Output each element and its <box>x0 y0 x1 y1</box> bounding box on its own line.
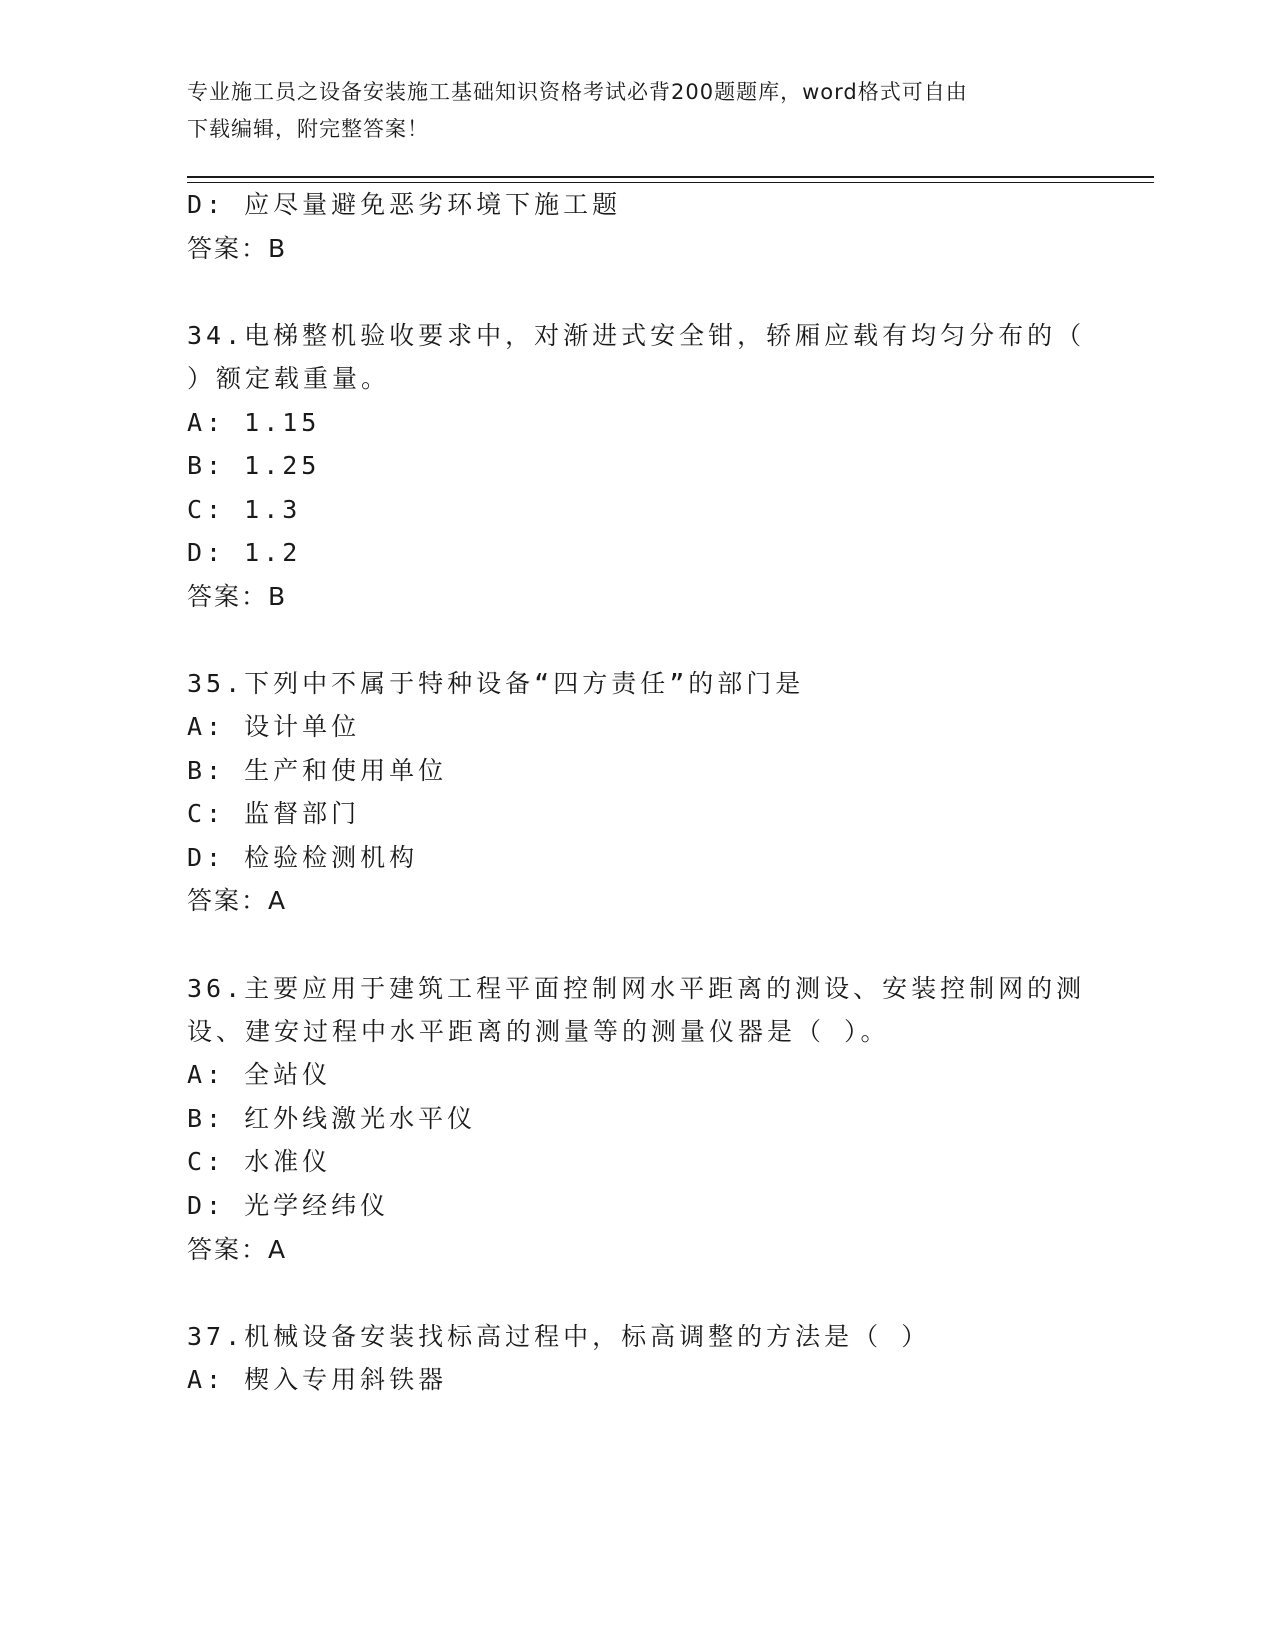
q34-option-d: D: 1.2 <box>187 538 302 567</box>
q36-option-b: B: 红外线激光水平仪 <box>187 1104 477 1133</box>
q34-stem-line-2: ）额定载重量。 <box>187 364 391 393</box>
q36-stem-line-2: 设、建安过程中水平距离的测量等的测量仪器是（ ）。 <box>187 1017 890 1046</box>
q35-option-a: A: 设计单位 <box>187 712 361 741</box>
q35-option-b: B: 生产和使用单位 <box>187 756 448 785</box>
q34-option-b: B: 1.25 <box>187 451 321 480</box>
q35-option-d: D: 检验检测机构 <box>187 843 419 872</box>
q36-option-d: D: 光学经纬仪 <box>187 1191 390 1220</box>
q36-option-a: A: 全站仪 <box>187 1060 332 1089</box>
q35-option-c: C: 监督部门 <box>187 799 361 828</box>
q37-stem-line-1: 37.机械设备安装找标高过程中，标高调整的方法是（ ） <box>187 1322 931 1351</box>
prev-question-option-d: D: 应尽量避免恶劣环境下施工题 <box>187 190 622 219</box>
prev-question-answer: 答案：B <box>187 234 288 263</box>
q34-answer: 答案：B <box>187 582 288 611</box>
q36-answer: 答案：A <box>187 1235 288 1264</box>
header-title-line-2: 下载编辑，附完整答案！ <box>187 117 429 141</box>
q34-option-c: C: 1.3 <box>187 495 302 524</box>
header-title-line-1: 专业施工员之设备安装施工基础知识资格考试必背200题题库，word格式可自由 <box>187 80 968 104</box>
q36-stem-line-1: 36.主要应用于建筑工程平面控制网水平距离的测设、安装控制网的测 <box>187 974 1086 1003</box>
q36-option-c: C: 水准仪 <box>187 1147 332 1176</box>
q34-stem-line-1: 34.电梯整机验收要求中，对渐进式安全钳，轿厢应载有均匀分布的（ <box>187 321 1086 350</box>
q34-option-a: A: 1.15 <box>187 408 321 437</box>
q35-answer: 答案：A <box>187 886 288 915</box>
q37-option-a: A: 楔入专用斜铁器 <box>187 1365 448 1394</box>
document-header <box>187 74 1067 148</box>
header-divider-thick <box>187 176 1154 178</box>
q35-stem-line-1: 35.下列中不属于特种设备“四方责任”的部门是 <box>187 669 805 698</box>
